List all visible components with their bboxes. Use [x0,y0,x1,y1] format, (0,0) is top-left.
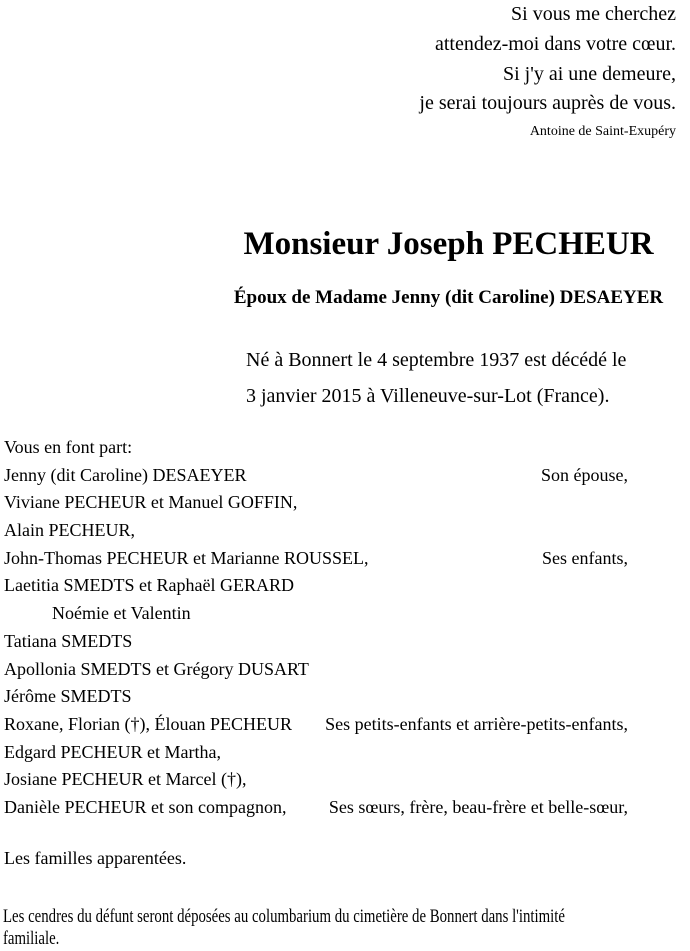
family-name: Apollonia SMEDTS et Grégory DUSART [4,658,309,679]
quote-block [419,0,676,142]
family-row [4,572,628,600]
family-closing: Les familles apparentées. [4,848,187,868]
quote-attribution: Antoine de Saint-Exupéry [529,124,676,140]
family-row [4,489,628,517]
family-name: Roxane, Florian (†), Élouan PECHEUR [4,713,292,734]
family-name: Edgard PECHEUR et Martha, [4,741,221,762]
family-name: Tatiana SMEDTS [4,630,133,651]
family-row [4,656,628,684]
life-dates-line-1: Né à Bonnert le 4 septembre 1937 est décédé le [246,349,627,371]
family-name: Noémie et Valentin [52,603,191,624]
family-row [4,462,628,490]
family-row [4,683,628,711]
life-dates-line-2: 3 janvier 2015 à Villeneuve-sur-Lot (France). [246,384,610,407]
family-row [4,628,628,656]
family-name: Jenny (dit Caroline) DESAEYER [4,464,247,485]
family-name: Viviane PECHEUR et Manuel GOFFIN, [4,492,298,513]
family-relation: Ses petits-enfants et arrière-petits-enfants, [325,713,628,734]
family-intro-label: Vous en font part: [4,437,133,457]
family-row [4,794,628,822]
deceased-name-title: Monsieur Joseph PECHEUR [243,226,654,262]
footer-note [3,906,682,949]
family-row [4,711,628,739]
family-name: Laetitia SMEDTS et Raphaël GERARD [4,575,294,596]
quote-line-4: je serai toujours auprès de vous. [419,92,676,115]
family-row [4,766,628,794]
family-row [4,739,628,767]
life-dates [246,343,626,414]
footer-note-line-2: familiale. [3,927,60,949]
family-list [4,434,628,822]
family-row [4,545,628,573]
family-name: Danièle PECHEUR et son compagnon, [4,796,287,817]
family-name: Jérôme SMEDTS [4,686,132,707]
family-relation: Ses enfants, [542,547,628,568]
family-relation: Son épouse, [541,464,628,485]
family-name: Josiane PECHEUR et Marcel (†), [4,769,247,790]
quote-line-2: attendez-moi dans votre cœur. [434,32,676,55]
family-row [4,517,628,545]
family-relation: Ses sœurs, frère, beau-frère et belle-sœur, [328,796,628,817]
family-intro [4,434,628,462]
family-name: Alain PECHEUR, [4,520,136,541]
family-row [4,600,628,628]
footer-note-line-1: Les cendres du défunt seront déposées au columbarium du cimetière de Bonnert dans l'intimité [3,906,565,927]
spouse-subtitle: Époux de Madame Jenny (dit Caroline) DESAEYER [233,287,664,308]
family-name: John-Thomas PECHEUR et Marianne ROUSSEL, [4,547,369,568]
quote-line-1: Si vous me cherchez [511,3,676,25]
quote-line-3: Si j'y ai une demeure, [503,62,676,85]
